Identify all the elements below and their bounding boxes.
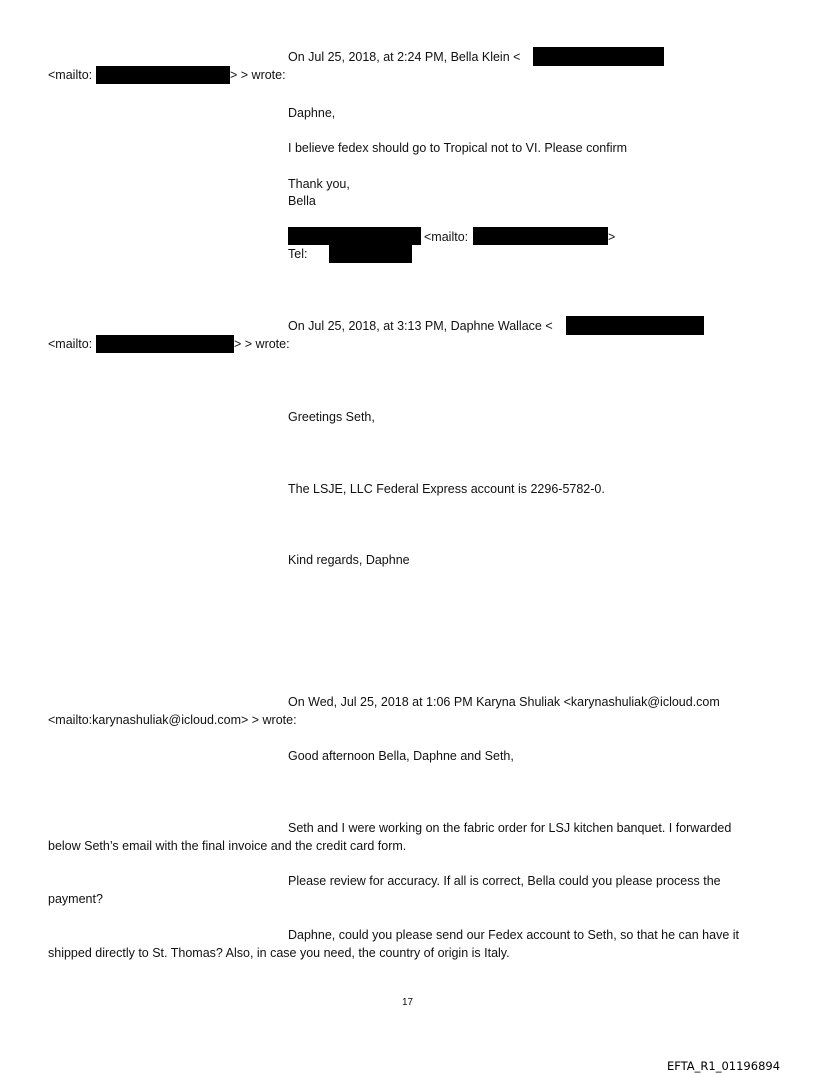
redaction-bar — [96, 335, 234, 353]
email-closing: Thank you, — [288, 177, 350, 191]
email-closing: Kind regards, Daphne — [288, 553, 410, 567]
email-paragraph: shipped directly to St. Thomas? Also, in case you need, the country of origin is Italy. — [48, 946, 510, 960]
email-header-mailto: <mailto: — [48, 68, 93, 82]
email-paragraph: payment? — [48, 892, 103, 906]
email-header-mailto: <mailto:karynashuliak@icloud.com> > wrote: — [48, 713, 297, 727]
redaction-bar — [533, 47, 664, 66]
redaction-bar — [96, 66, 230, 84]
tel-label: Tel: — [288, 247, 308, 261]
email-header-wrote: > > wrote: — [230, 68, 286, 82]
email-header-mailto: <mailto: — [48, 337, 93, 351]
email-signature: Bella — [288, 194, 316, 208]
email-paragraph: Please review for accuracy. If all is correct, Bella could you please process the — [288, 874, 721, 888]
email-header: On Jul 25, 2018, at 3:13 PM, Daphne Wallace < — [288, 319, 553, 333]
email-greeting: Daphne, — [288, 106, 336, 120]
email-header-wrote: > > wrote: — [234, 337, 290, 351]
email-paragraph: Daphne, could you please send our Fedex account to Seth, so that he can have it — [288, 928, 739, 942]
redaction-bar — [566, 316, 704, 335]
email-header: On Wed, Jul 25, 2018 at 1:06 PM Karyna Shuliak <karynashuliak@icloud.com — [288, 695, 720, 709]
email-greeting: Greetings Seth, — [288, 410, 375, 424]
signature-mailto: <mailto: — [424, 230, 469, 244]
email-body: The LSJE, LLC Federal Express account is 2296-5782-0. — [288, 482, 605, 496]
email-header: On Jul 25, 2018, at 2:24 PM, Bella Klein < — [288, 50, 521, 64]
email-body: I believe fedex should go to Tropical not to VI. Please confirm — [288, 141, 628, 155]
email-greeting: Good afternoon Bella, Daphne and Seth, — [288, 749, 514, 763]
signature-mailto-close: > — [608, 230, 616, 244]
redaction-bar — [288, 227, 421, 245]
page-number: 17 — [402, 997, 414, 1008]
document-id: EFTA_R1_01196894 — [667, 1059, 781, 1073]
redaction-bar — [329, 245, 412, 263]
email-paragraph: Seth and I were working on the fabric order for LSJ kitchen banquet. I forwarded — [288, 821, 732, 835]
redaction-bar — [473, 227, 608, 245]
email-paragraph: below Seth’s email with the final invoice and the credit card form. — [48, 839, 407, 853]
